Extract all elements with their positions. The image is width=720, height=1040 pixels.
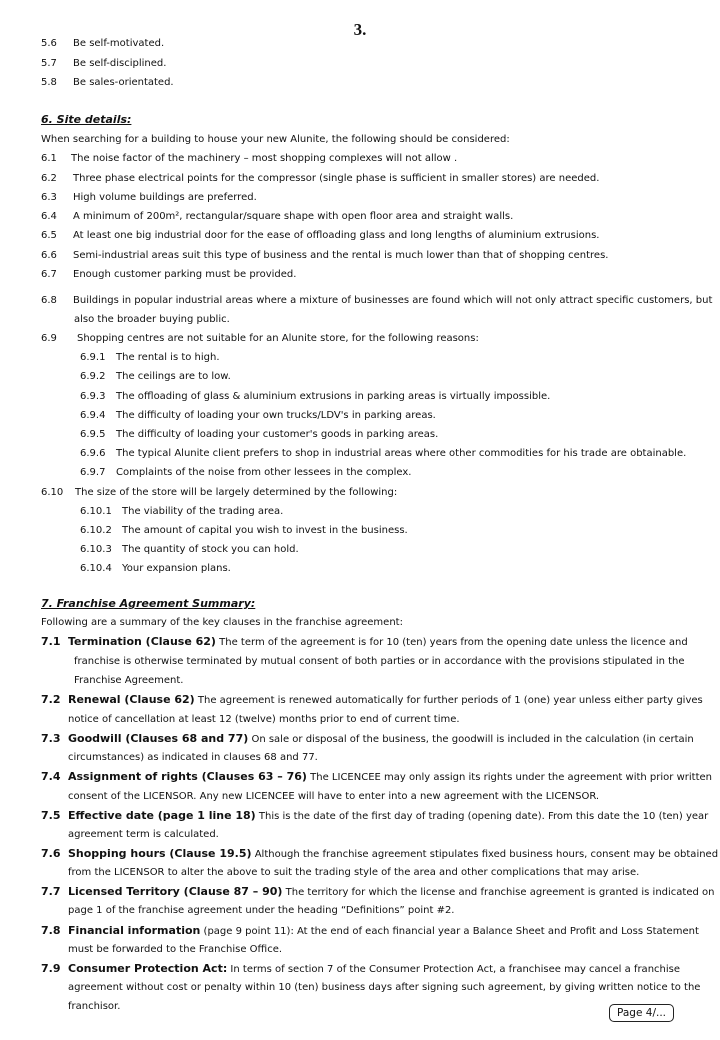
section-heading-franchise: 7. Franchise Agreement Summary: <box>41 597 256 610</box>
list-item: 6.4 A minimum of 200m², rectangular/square shape with open floor area and straight walls. <box>41 211 514 222</box>
clause-item: 7.5 Effective date (page 1 line 18) This is the date of the first day of trading (opening date). From this date the 10 (ten) year <box>41 809 709 822</box>
clause-continuation: agreement without cost or penalty within 10 (ten) business days after signing such agreement, by giving written notice to the <box>68 982 701 993</box>
list-item: 6.2 Three phase electrical points for the compressor (single phase is sufficient in smaller stores) are needed. <box>41 173 600 184</box>
sub-list-item: 6.10.1 The viability of the trading area. <box>80 506 284 517</box>
list-item: 6.6 Semi-industrial areas suit this type of business and the rental is much lower than that of shopping centres. <box>41 250 609 261</box>
clause-continuation: circumstances) as indicated in clauses 68 and 77. <box>68 752 318 763</box>
clause-continuation: page 1 of the franchise agreement under the heading “Definitions” point #2. <box>68 905 455 916</box>
list-item: 6.7 Enough customer parking must be provided. <box>41 269 297 280</box>
clause-continuation: from the LICENSOR to alter the above to suit the trading style of the area and other complications that may arise. <box>68 867 640 878</box>
list-item: 6.5 At least one big industrial door for the ease of offloading glass and long lengths of aluminium extrusions. <box>41 230 600 241</box>
clause-continuation: notice of cancellation at least 12 (twelve) months prior to end of current time. <box>68 714 460 725</box>
sub-list-item: 6.10.4 Your expansion plans. <box>80 563 231 574</box>
sub-list-item: 6.9.5 The difficulty of loading your customer's goods in parking areas. <box>80 429 439 440</box>
clause-item: 7.7 Licensed Territory (Clause 87 – 90) The territory for which the license and franchise agreement is granted is indicated on <box>41 885 715 898</box>
section-intro: When searching for a building to house your new Alunite, the following should be considered: <box>41 134 510 145</box>
clause-item: 7.2 Renewal (Clause 62) The agreement is renewed automatically for further periods of 1 (one) year unless either party gives <box>41 693 703 706</box>
list-item: 6.9 Shopping centres are not suitable for an Alunite store, for the following reasons: <box>41 333 479 344</box>
sub-list-item: 6.9.1 The rental is to high. <box>80 352 220 363</box>
clause-item: 7.8 Financial information (page 9 point 11): At the end of each financial year a Balance Sheet and Profit and Loss Statement <box>41 924 699 937</box>
clause-continuation: franchisor. <box>68 1001 121 1012</box>
list-item: 6.8 Buildings in popular industrial areas where a mixture of businesses are found which will not only attract specific customers, but <box>41 295 713 306</box>
clause-continuation: Franchise Agreement. <box>74 675 184 686</box>
section-heading-site: 6. Site details: <box>41 113 132 126</box>
list-item-continuation: also the broader buying public. <box>74 314 230 325</box>
clause-item: 7.4 Assignment of rights (Clauses 63 – 76) The LICENCEE may only assign its rights under the agreement with prior written <box>41 770 712 783</box>
clause-continuation: agreement term is calculated. <box>68 829 219 840</box>
clause-item: 7.1 Termination (Clause 62) The term of the agreement is for 10 (ten) years from the opening date unless the licence and <box>41 635 688 648</box>
sub-list-item: 6.9.7 Complaints of the noise from other lessees in the complex. <box>80 467 412 478</box>
list-item: 5.6 Be self-motivated. <box>41 38 165 49</box>
sub-list-item: 6.9.4 The difficulty of loading your own trucks/LDV's in parking areas. <box>80 410 436 421</box>
clause-continuation: must be forwarded to the Franchise Office. <box>68 944 283 955</box>
sub-list-item: 6.10.2 The amount of capital you wish to invest in the business. <box>80 525 408 536</box>
clause-item: 7.9 Consumer Protection Act: In terms of section 7 of the Consumer Protection Act, a franchisee may cancel a franchise <box>41 962 681 975</box>
page-number: 3. <box>353 20 367 39</box>
clause-continuation: franchise is otherwise terminated by mutual consent of both parties or in accordance with the provisions stipulated in the <box>74 656 685 667</box>
page-footer-badge: Page 4/... <box>609 1004 674 1022</box>
list-item: 5.8 Be sales-orientated. <box>41 77 174 88</box>
sub-list-item: 6.9.6 The typical Alunite client prefers to shop in industrial areas where other commodities for his trade are obtainable. <box>80 448 687 459</box>
section-intro: Following are a summary of the key clauses in the franchise agreement: <box>41 617 403 628</box>
sub-list-item: 6.9.2 The ceilings are to low. <box>80 371 231 382</box>
list-item: 5.7 Be self-disciplined. <box>41 58 167 69</box>
list-item: 6.1 The noise factor of the machinery – most shopping complexes will not allow . <box>41 153 458 164</box>
list-item: 6.3 High volume buildings are preferred. <box>41 192 257 203</box>
sub-list-item: 6.9.3 The offloading of glass & aluminium extrusions in parking areas is virtually impossible. <box>80 391 551 402</box>
clause-item: 7.6 Shopping hours (Clause 19.5) Although the franchise agreement stipulates fixed business hours, consent may be obtained <box>41 847 719 860</box>
clause-continuation: consent of the LICENSOR. Any new LICENCEE will have to enter into a new agreement with the LICENSOR. <box>68 791 600 802</box>
list-item: 6.10 The size of the store will be largely determined by the following: <box>41 487 398 498</box>
clause-item: 7.3 Goodwill (Clauses 68 and 77) On sale or disposal of the business, the goodwill is included in the calculation (in certain <box>41 732 694 745</box>
sub-list-item: 6.10.3 The quantity of stock you can hold. <box>80 544 299 555</box>
